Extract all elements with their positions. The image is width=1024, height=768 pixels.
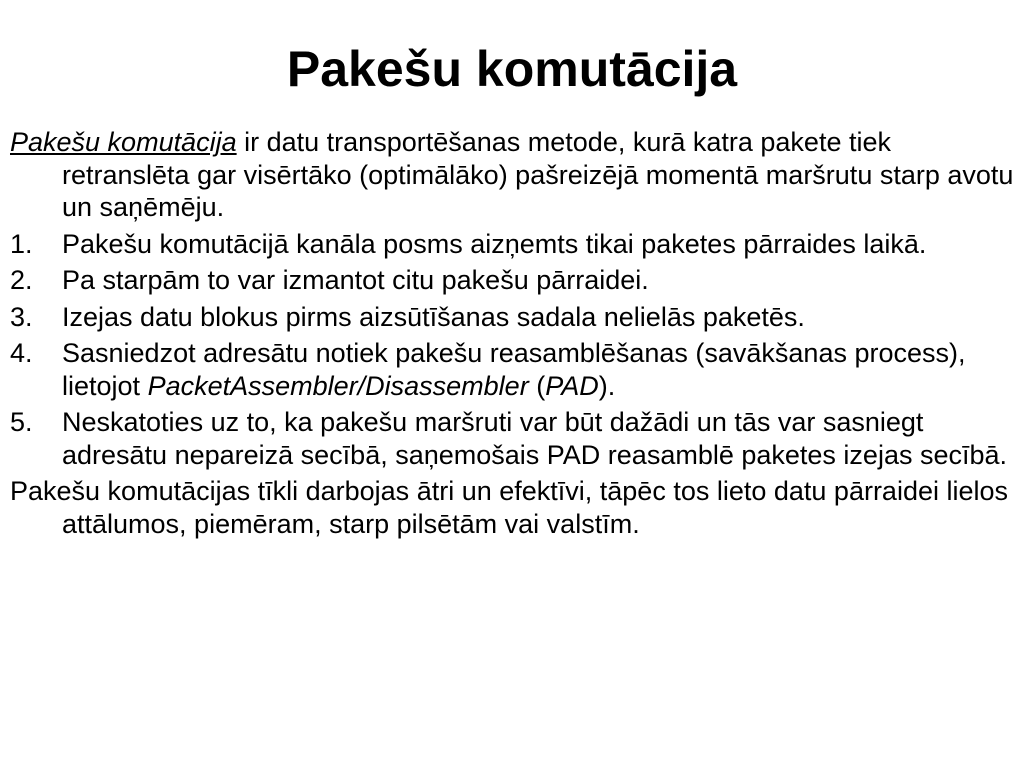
list-item-5	[10, 406, 1015, 471]
list-number: 1.	[10, 228, 33, 259]
list-text-end: ).	[598, 370, 616, 401]
list-text: Izejas datu blokus pirms aizsūtīšanas sadala nelielās paketēs.	[62, 301, 805, 332]
conclusion-paragraph: Pakešu komutācijas tīkli darbojas ātri un efektīvi, tāpēc tos lieto datu pārraidei lielos attālumos, piemēram, starp pilsētām vai valstīm.	[10, 476, 1009, 539]
list-text-start: Sasniedzot adresātu notiek pakešu reasamblēšanas (savākšanas process), lietojot	[62, 338, 966, 401]
list-item-1	[10, 228, 1015, 261]
list-text: Pa starpām to var izmantot citu pakešu pārraidei.	[62, 265, 649, 295]
list-item-3	[10, 301, 1015, 334]
list-number: 5.	[10, 407, 33, 437]
list-text	[62, 338, 966, 401]
list-number: 2.	[10, 265, 33, 295]
list-number: 4.	[10, 338, 33, 368]
slide-body	[10, 126, 1015, 544]
list-text: Pakešu komutācijā kanāla posms aizņemts tikai paketes pārraides laikā.	[62, 228, 927, 259]
slide-title: Pakešu komutācija	[286, 41, 738, 97]
list-number: 3.	[10, 301, 33, 332]
pad-abbreviation: PAD	[545, 370, 599, 401]
intro-term: Pakešu komutācija	[10, 127, 237, 157]
pad-full-name: PacketAssembler/Disassembler	[147, 370, 529, 401]
list-text: Neskatoties uz to, ka pakešu maršruti var būt dažādi un tās var sasniegt adresātu nepareizā secībā, saņemošais PAD reasamblē paketes izejas secībā.	[62, 407, 1008, 470]
list-item-4	[10, 337, 1015, 402]
list-item-2	[10, 264, 1015, 297]
intro-text: ir datu transportēšanas metode, kurā katra pakete tiek retranslēta gar visērtāko (optimālāko) pašreizējā momentā maršrutu starp avotu un saņēmēju.	[62, 127, 1014, 222]
intro-paragraph	[10, 126, 1015, 224]
list-text-middle: (	[528, 370, 546, 401]
